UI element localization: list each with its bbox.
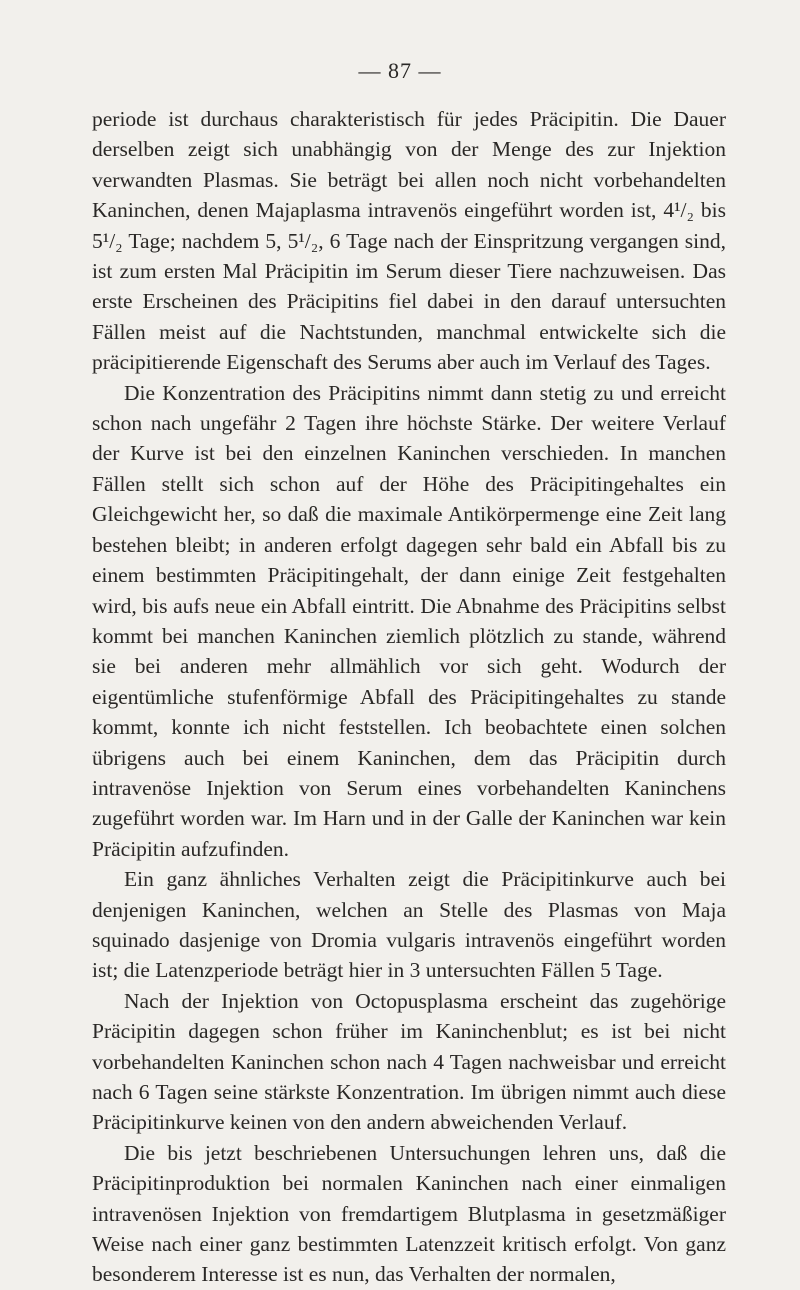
page-number: — 87 — (358, 58, 442, 83)
paragraph-2: Die Konzentration des Präcipitins nimmt dann stetig zu und erreicht schon nach ungefähr 2 Tagen ihre höchste Stärke. Der weitere Verlauf der Kurve ist bei den einzelnen Kaninchen verschieden. In manchen Fällen stellt sich schon auf der Höhe des Präcipitingehaltes ein Gleichgewicht her, so daß die maximale Antikörpermenge eine Zeit lang bestehen bleibt; in anderen erfolgt dagegen sehr bald ein Abfall bis zu einem bestimmten Präcipitingehalt, der dann einige Zeit festgehalten wird, bis aufs neue ein Abfall eintritt. Die Abnahme des Präcipitins selbst kommt bei manchen Kaninchen ziemlich plötzlich zu stande, während sie bei anderen mehr allmählich vor sich geht. Wodurch der eigentümliche stufenförmige Abfall des Präcipitingehaltes zu stande kommt, konnte ich nicht feststellen. Ich beobachtete einen solchen übrigens auch bei einem Kaninchen, dem das Präcipitin durch intravenöse Injektion von Serum eines vorbehandelten Kaninchens zugeführt worden war. Im Harn und in der Galle der Kaninchen war kein Präcipitin aufzufinden. (92, 380, 726, 861)
paragraph-4: Nach der Injektion von Octopusplasma erscheint das zugehörige Präcipitin dagegen schon früher im Kaninchenblut; es ist bei nicht vorbehandelten Kaninchen schon nach 4 Tagen nachweisbar und erreicht nach 6 Tagen seine stärkste Konzentration. Im übrigen nimmt auch diese Präcipitinkurve keinen von den andern abweichenden Verlauf. (92, 988, 726, 1135)
paragraph-1: periode ist durchaus charakteristisch für jedes Präcipitin. Die Dauer derselben zeigt sich unabhängig von der Menge des zur Injektion verwandten Plasmas. Sie beträgt bei allen noch nicht vorbehandelten Kaninchen, denen Majaplasma intravenös eingeführt worden ist, 4¹/₂ bis 5¹/₂ Tage; nachdem 5, 5¹/₂, 6 Tage nach der Einspritzung vergangen sind, ist zum ersten Mal Präcipitin im Serum dieser Tiere nachzuweisen. Das erste Erscheinen des Präcipitins fiel dabei in den darauf untersuchten Fällen meist auf die Nachtstunden, manchmal entwickelte sich die präcipitierende Eigenschaft des Serums aber auch im Verlauf des Tages. (92, 107, 726, 375)
paragraph-5: Die bis jetzt beschriebenen Untersuchungen lehren uns, daß die Präcipitinproduktion bei normalen Kaninchen nach einer einmaligen intravenösen Injektion von fremdartigem Blutplasma in gesetzmäßiger Weise nach einer ganz bestimmten Latenzzeit kritisch erfolgt. Von ganz besonderem Interesse ist es nun, das Verhalten der normalen, (92, 1140, 726, 1287)
paragraph-3: Ein ganz ähnliches Verhalten zeigt die Präcipitinkurve auch bei denjenigen Kaninchen, welchen an Stelle des Plasmas von Maja squinado dasjenige von Dromia vulgaris intravenös eingeführt worden ist; die Latenzperiode beträgt hier in 3 untersuchten Fällen 5 Tage. (92, 867, 726, 983)
body-text (92, 104, 726, 1290)
